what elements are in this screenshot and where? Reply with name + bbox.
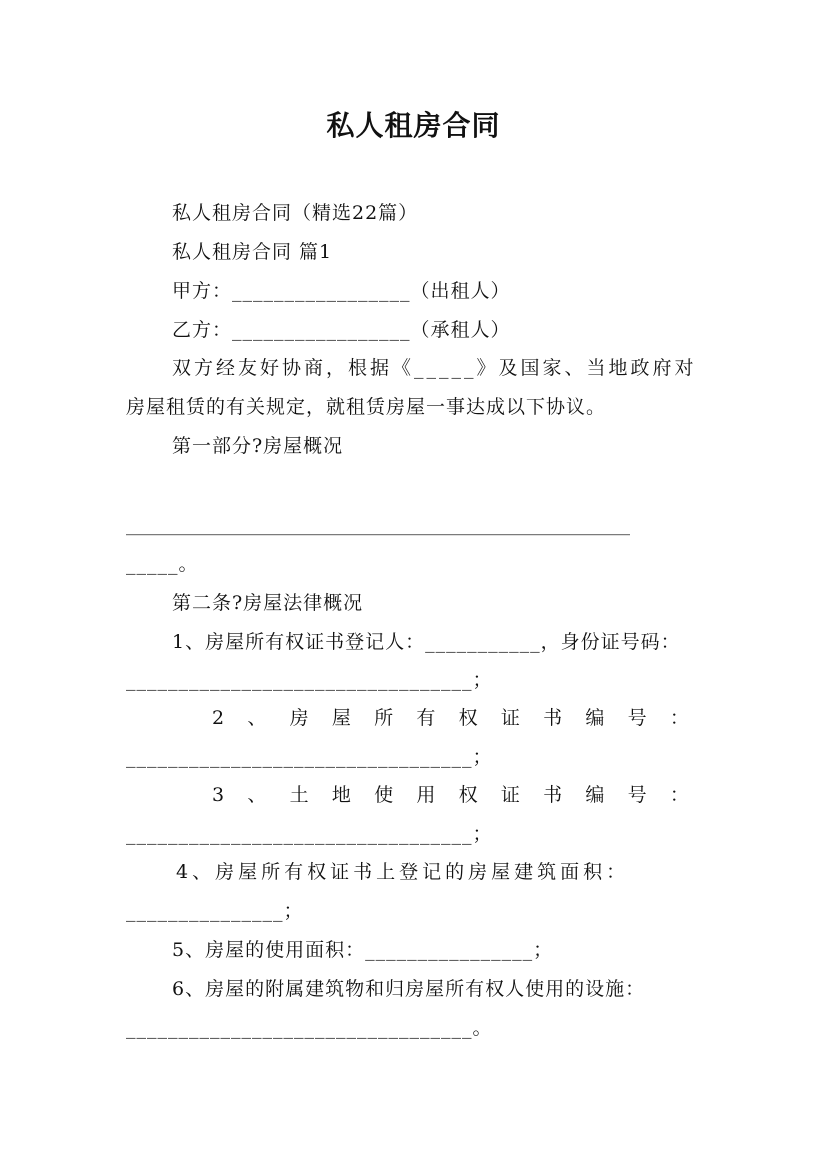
item3-char: 号 xyxy=(627,784,648,806)
section-heading: 私人租房合同 篇1 xyxy=(172,241,333,263)
item1-line2: _________________________________； xyxy=(126,669,493,691)
item2-char: 屋 xyxy=(331,707,352,729)
item3-char: 书 xyxy=(543,784,564,806)
item2-char: 权 xyxy=(458,707,479,729)
document-subtitle: 私人租房合同（精选22篇） xyxy=(172,202,419,224)
item4-line1: 4、房屋所有权证书上登记的房屋建筑面积： xyxy=(176,861,630,883)
item3-char: 使 xyxy=(374,784,395,806)
item2-char: 编 xyxy=(585,707,606,729)
item3-char: 用 xyxy=(416,784,437,806)
part2-heading: 第二条?房屋法律概况 xyxy=(172,592,364,614)
item3-char: 证 xyxy=(500,784,521,806)
document-title: 私人租房合同 xyxy=(326,109,501,142)
intro-paragraph-line2: 房屋租赁的有关规定，就租赁房屋一事达成以下协议。 xyxy=(126,396,607,418)
item2-line2: _________________________________； xyxy=(126,746,493,768)
item3-char: 地 xyxy=(331,784,352,806)
item2-char: ： xyxy=(669,707,690,729)
item2-char: 房 xyxy=(289,707,310,729)
item5-line: 5、房屋的使用面积：________________； xyxy=(172,939,554,961)
item2-char: 证 xyxy=(500,707,521,729)
party-a-line: 甲方：_________________（出租人） xyxy=(172,280,511,302)
item3-char: 编 xyxy=(585,784,606,806)
item4-line2: _______________； xyxy=(126,900,304,922)
item2-line1 xyxy=(212,706,690,730)
item6-line1: 6、房屋的附属建筑物和归房屋所有权人使用的设施： xyxy=(172,978,646,1000)
intro-paragraph-line1: 双方经友好协商，根据《_____》及国家、当地政府对 xyxy=(172,357,697,379)
item3-char: 土 xyxy=(289,784,310,806)
party-b-line: 乙方：_________________（承租人） xyxy=(172,319,511,341)
item2-char: 、 xyxy=(247,707,268,729)
item3-char: ： xyxy=(669,784,690,806)
item2-char: 2 xyxy=(212,707,226,729)
blank-fill-line-end: _____。 xyxy=(126,553,199,575)
item3-char: 3 xyxy=(212,784,226,806)
item6-line2: _________________________________。 xyxy=(126,1017,493,1039)
item3-line2: _________________________________； xyxy=(126,823,493,845)
item1-line1: 1、房屋所有权证书登记人：___________，身份证号码： xyxy=(172,631,681,653)
item2-char: 书 xyxy=(543,707,564,729)
item2-char: 所 xyxy=(374,707,395,729)
item3-char: 权 xyxy=(458,784,479,806)
item3-char: 、 xyxy=(247,784,268,806)
item3-line1 xyxy=(212,783,690,807)
item2-char: 号 xyxy=(627,707,648,729)
blank-fill-line: ________________________________________________________ xyxy=(126,515,630,536)
item2-char: 有 xyxy=(416,707,437,729)
part1-heading: 第一部分?房屋概况 xyxy=(172,435,344,457)
